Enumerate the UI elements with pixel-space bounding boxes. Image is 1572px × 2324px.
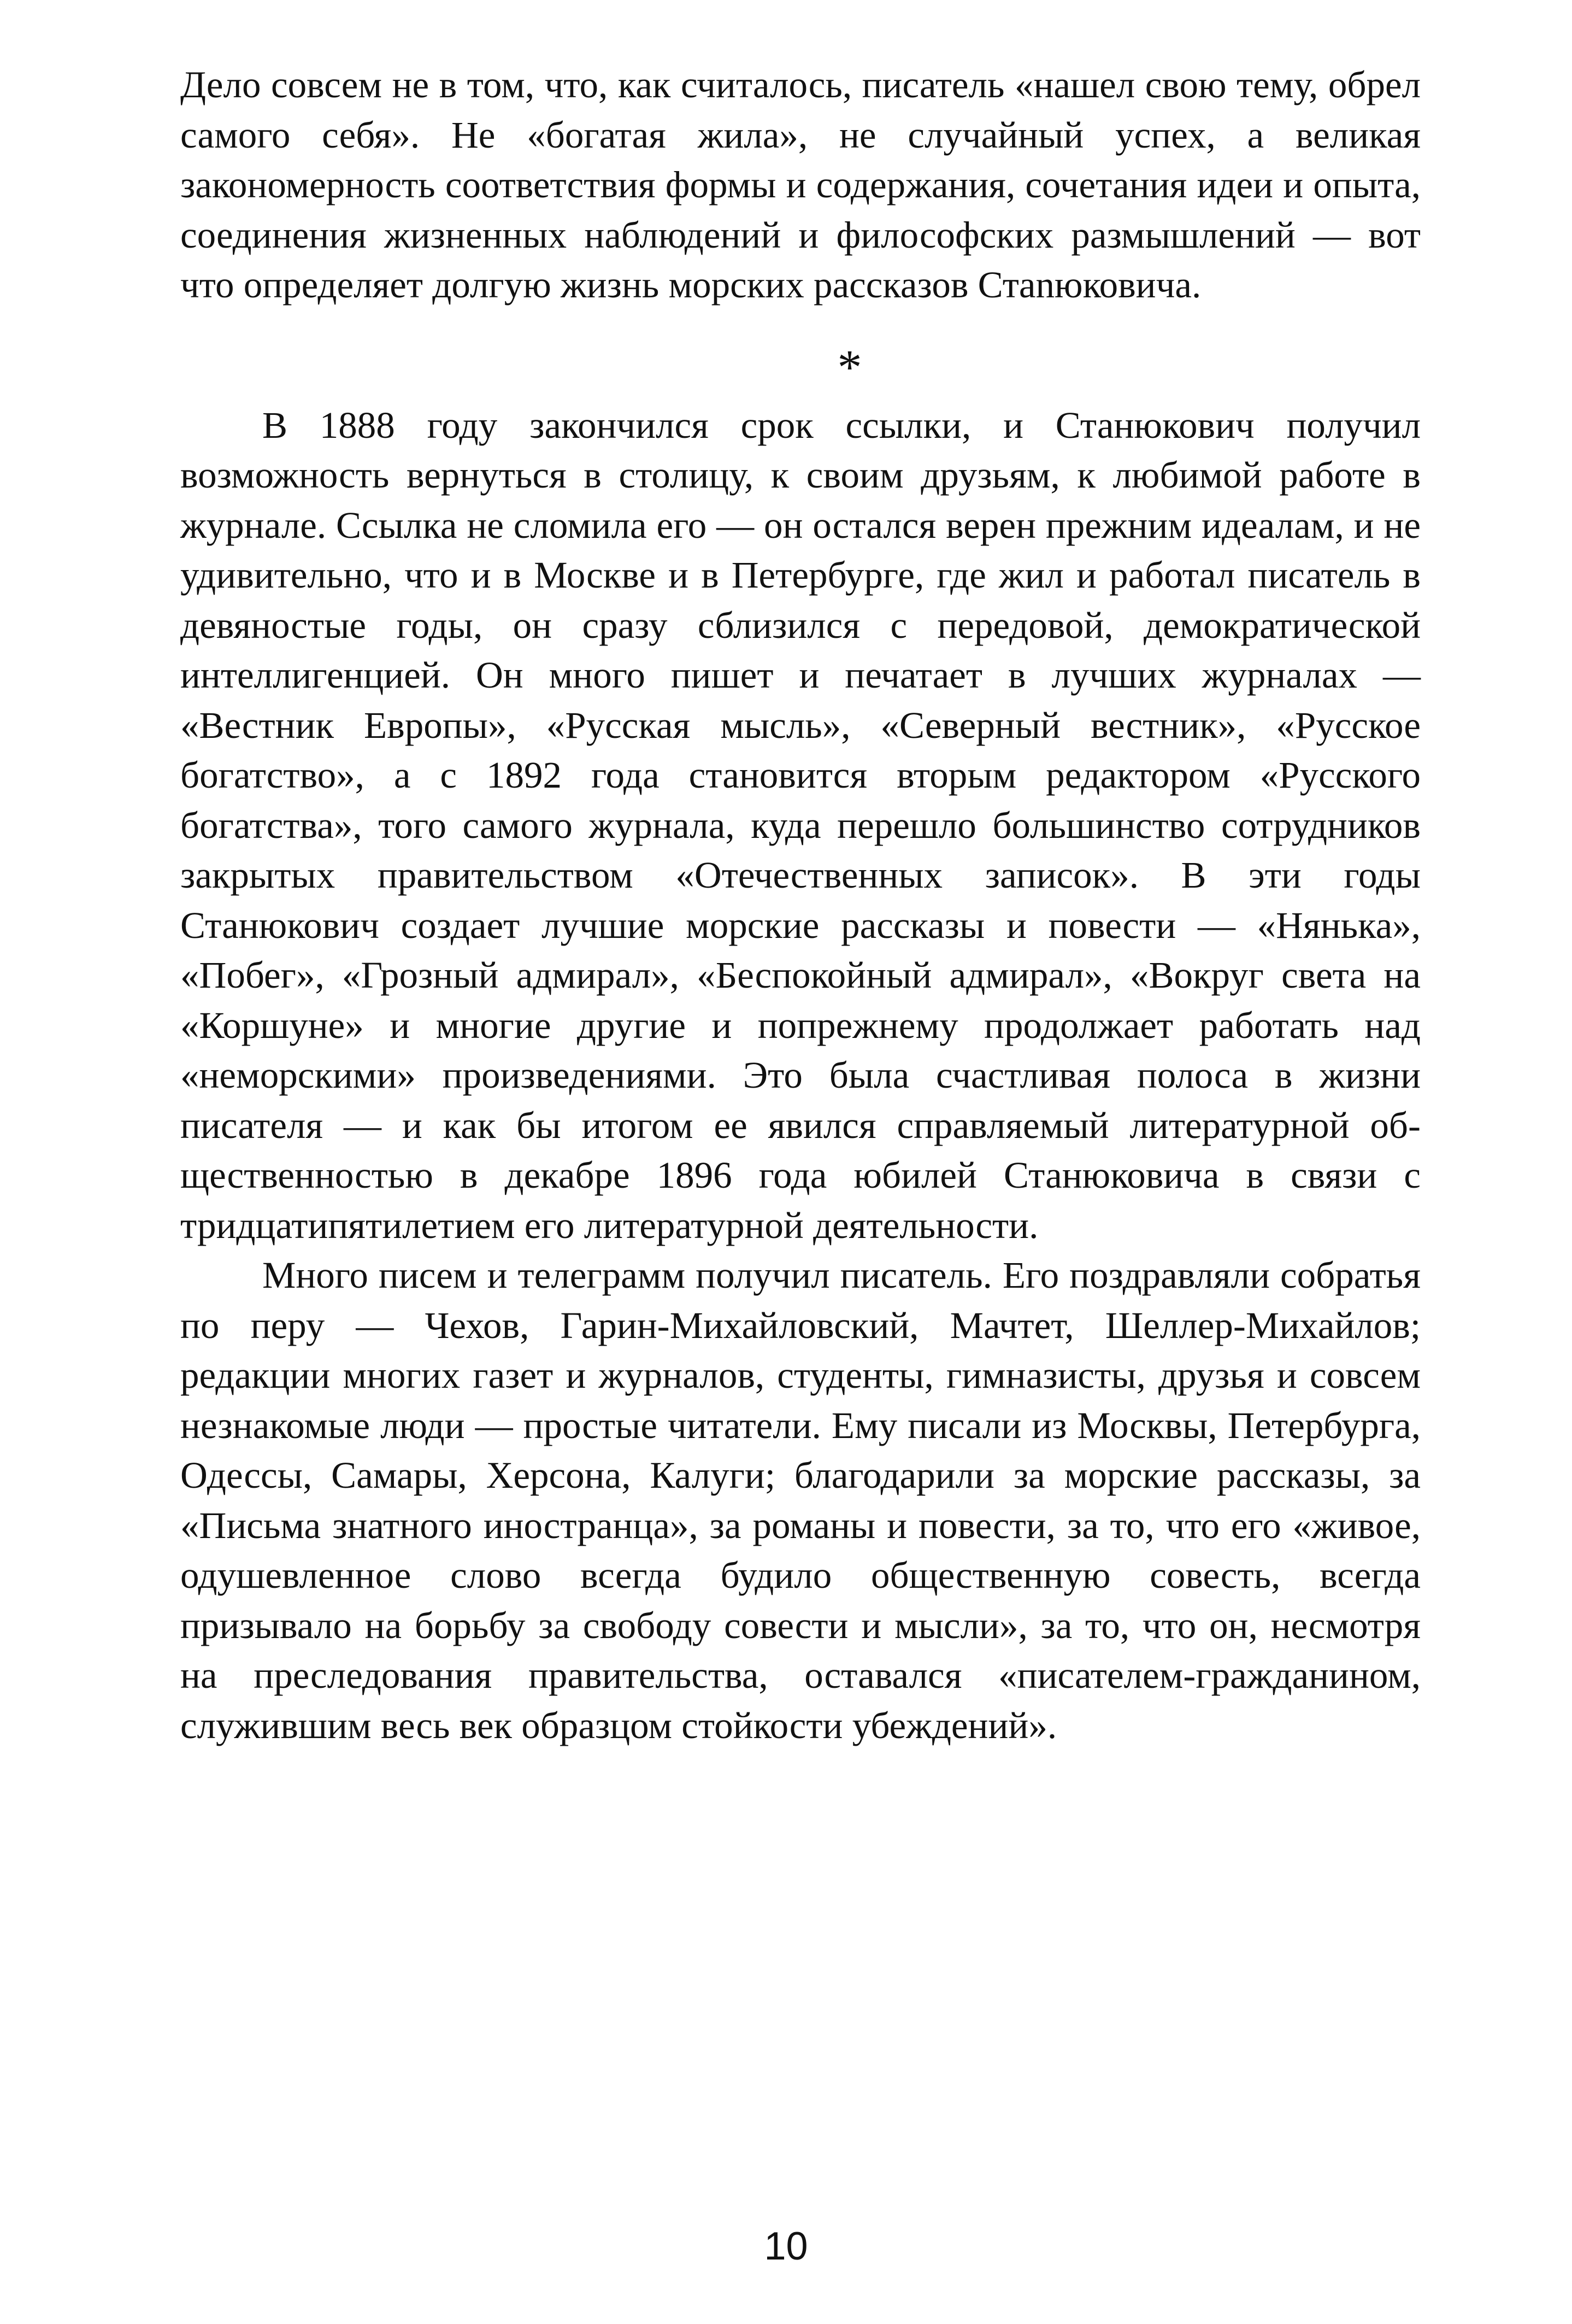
page-number: 10 [764, 2225, 808, 2268]
paragraph-jubilee-letters: Много писем и телеграмм получил писатель. Его поздравляли собратья по перу — Чехов, Гарин-Михайловский, Мачтет, Шеллер-Михайлов; редакции многих газет и журналов, студенты, гимназисты, друзья и совсем незнакомые люди — простые читатели. Ему писали из Москвы, Петербурга, Одессы, Самары, Херсона, Калуги; благодарили за морские рассказы, за «Письма знатного иностранца», за романы и повести, за то, что его «живое, одушевленное слово всегда будило общественную совесть, всегда призывало на борьбу за свободу совести и мысли», за то, что он, несмотря на преследования правительства, оставался «писателем-гражданином, служившим весь век образцом стойкости убеждений». [180, 1254, 1421, 1746]
paragraph-exile-end: В 1888 году закончился срок ссылки, и Станюкович получил возможность вернуться в столицу, к своим друзьям, к любимой работе в журнале. Ссылка не сломила его — он остался верен прежним идеалам, и не удивительно, что и в Москве и в Петербурге, где жил и работал писатель в девяностые годы, он сразу сблизился с передовой, демократической интеллигенцией. Он много пишет и печатает в лучших журналах — «Вестник Европы», «Русская мысль», «Северный вестник», «Русское богатство», а с 1892 года становится вторым редактором «Русского богатства», того самого журнала, куда перешло большинство сотрудников закрытых правительством «Отечественных записок». В эти годы Станюкович создает лучшие морские рассказы и повести — «Нянька», «Побег», «Грозный адмирал», «Беспокойный адмирал», «Вокруг света на «Коршуне» и многие другие и попрежнему продолжает работать над «неморскими» произведениями. Это была счастливая полоса в жизни писателя — и как бы итогом ее явился справляемый литературной общественностью в декабре 1896 года юбилей Станюковича в связи с тридцатипятилетием его литературной деятельности. [180, 404, 1421, 1246]
page-body [180, 60, 1421, 1751]
section-separator: * [837, 340, 862, 395]
paragraph-continued: Дело совсем не в том, что, как считалось, писатель «нашел свою тему, обрел самого себя». Не «богатая жила», не случайный успех, а великая закономерность соответствия формы и содержания, сочетания идеи и опыта, соединения жизненных наблюдений и философских размышлений — вот что определяет долгую жизнь морских рассказов Стanюковича. [180, 64, 1421, 306]
